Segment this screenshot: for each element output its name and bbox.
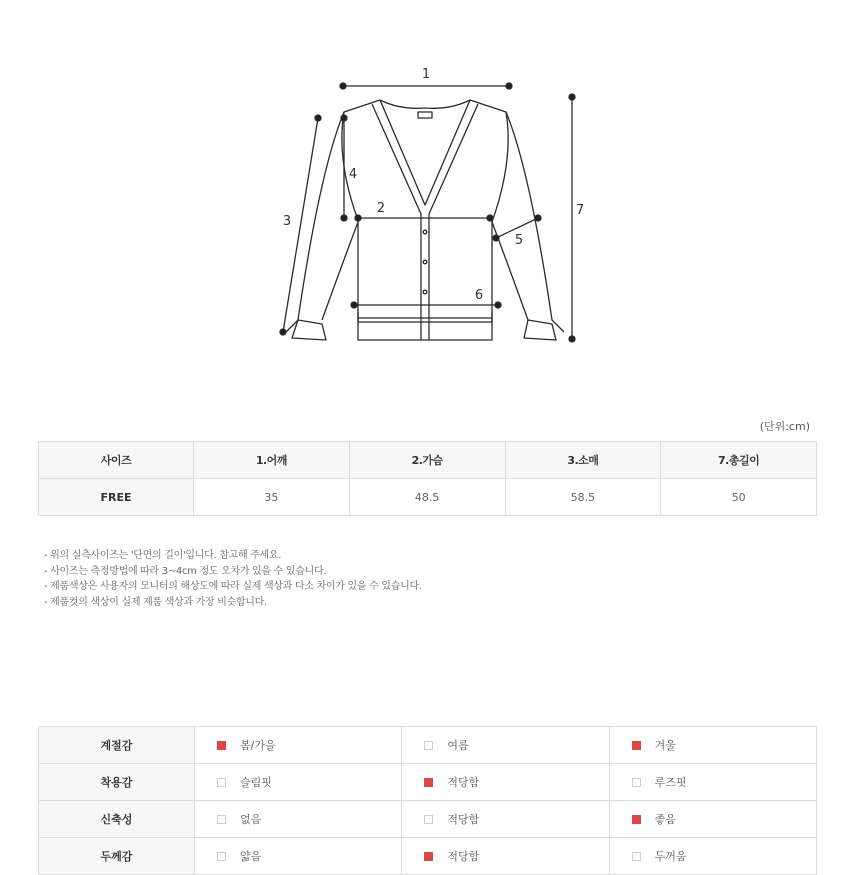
attribute-option-label: 좋음 xyxy=(654,813,676,826)
attribute-option-label: 없음 xyxy=(240,813,262,826)
cardigan-outline xyxy=(286,100,564,340)
attribute-option-cell xyxy=(402,764,609,801)
header-shoulder: 1.어깨 xyxy=(194,442,350,479)
label-4: 4 xyxy=(348,167,358,182)
measure-dot xyxy=(341,115,347,121)
attribute-option xyxy=(402,848,608,864)
attribute-option-label: 적당함 xyxy=(447,813,480,826)
measure-dot xyxy=(493,235,499,241)
attribute-label: 착용감 xyxy=(39,764,195,801)
header-total-length: 7.총길이 xyxy=(661,442,817,479)
measure-dot xyxy=(495,302,501,308)
label-1: 1 xyxy=(421,67,431,82)
measurement-lines xyxy=(280,83,575,342)
header-size: 사이즈 xyxy=(39,442,194,479)
attribute-row xyxy=(39,764,817,801)
size-notes xyxy=(44,548,422,610)
value-chest: 48.5 xyxy=(349,479,505,516)
attribute-label: 신축성 xyxy=(39,801,195,838)
value-total-length: 50 xyxy=(661,479,817,516)
checked-box-icon xyxy=(632,741,641,750)
size-free: FREE xyxy=(39,479,194,516)
unchecked-box-icon xyxy=(632,852,641,861)
attribute-option-label: 적당함 xyxy=(447,776,480,789)
attribute-option xyxy=(610,811,816,827)
measure-dot xyxy=(351,302,357,308)
checked-box-icon xyxy=(424,852,433,861)
header-sleeve: 3.소매 xyxy=(505,442,661,479)
label-5: 5 xyxy=(514,233,524,248)
attribute-option xyxy=(610,774,816,790)
product-attributes-table xyxy=(38,726,817,875)
unchecked-box-icon xyxy=(424,815,433,824)
note-item: - 제품컷의 색상이 실제 제품 색상과 가장 비슷합니다. xyxy=(44,596,267,608)
measure-dot xyxy=(341,215,347,221)
unit-note: (단위:cm) xyxy=(759,420,810,433)
measure-dot xyxy=(315,115,321,121)
attribute-option xyxy=(610,737,816,753)
measure-dot xyxy=(535,215,541,221)
unchecked-box-icon xyxy=(217,778,226,787)
cardigan-measurement-diagram xyxy=(0,0,856,400)
measure-dot xyxy=(487,215,493,221)
label-6: 6 xyxy=(474,288,484,303)
attribute-option-label: 적당함 xyxy=(447,850,480,863)
size-table-header-row xyxy=(39,442,817,479)
measure-dot xyxy=(340,83,346,89)
attribute-option-label: 겨울 xyxy=(654,739,676,752)
unchecked-box-icon xyxy=(632,778,641,787)
attribute-option-cell xyxy=(195,801,402,838)
measure-dot xyxy=(355,215,361,221)
attribute-option-cell xyxy=(609,764,816,801)
unchecked-box-icon xyxy=(217,815,226,824)
attribute-option-cell xyxy=(402,801,609,838)
note-item: - 사이즈는 측정방법에 따라 3~4cm 정도 오차가 있을 수 있습니다. xyxy=(44,565,327,577)
attribute-option-label: 여름 xyxy=(447,739,469,752)
unchecked-box-icon xyxy=(424,741,433,750)
attribute-option xyxy=(195,737,401,753)
header-chest: 2.가슴 xyxy=(349,442,505,479)
attribute-row xyxy=(39,801,817,838)
label-2: 2 xyxy=(376,201,386,216)
value-sleeve: 58.5 xyxy=(505,479,661,516)
attribute-option xyxy=(195,774,401,790)
attribute-option-cell xyxy=(609,801,816,838)
measure-dot xyxy=(569,94,575,100)
attribute-option xyxy=(402,811,608,827)
attribute-option-cell xyxy=(402,727,609,764)
attribute-option xyxy=(402,737,608,753)
attribute-option xyxy=(610,848,816,864)
note-item: - 제품색상은 사용자의 모니터의 해상도에 따라 실제 색상과 다소 차이가 있을 수 있습니다. xyxy=(44,581,422,592)
attribute-option-cell xyxy=(609,838,816,875)
label-3: 3 xyxy=(282,214,292,229)
attribute-label: 두께감 xyxy=(39,838,195,875)
attribute-option-cell xyxy=(402,838,609,875)
attribute-option xyxy=(195,848,401,864)
note-item: - 위의 실측사이즈는 '단면의 길이'입니다. 참고해 주세요. xyxy=(44,550,282,561)
attribute-option-cell xyxy=(609,727,816,764)
table-row xyxy=(39,479,817,516)
attribute-option-cell xyxy=(195,727,402,764)
measure-dot xyxy=(506,83,512,89)
measure-dot xyxy=(569,336,575,342)
attribute-label: 계절감 xyxy=(39,727,195,764)
attribute-option-label: 봄/가을 xyxy=(240,739,276,752)
checked-box-icon xyxy=(632,815,641,824)
attribute-row xyxy=(39,838,817,875)
value-shoulder: 35 xyxy=(194,479,350,516)
attribute-option-cell xyxy=(195,764,402,801)
attribute-row xyxy=(39,727,817,764)
label-7: 7 xyxy=(575,203,585,218)
unchecked-box-icon xyxy=(217,852,226,861)
attribute-option-label: 슬림핏 xyxy=(240,776,272,789)
attribute-option-label: 얇음 xyxy=(240,850,262,863)
checked-box-icon xyxy=(217,741,226,750)
attribute-option-cell xyxy=(195,838,402,875)
attribute-option xyxy=(195,811,401,827)
attribute-option xyxy=(402,774,608,790)
attribute-option-label: 두꺼움 xyxy=(654,850,687,863)
measure-dot xyxy=(280,329,286,335)
attribute-option-label: 루즈핏 xyxy=(654,776,687,789)
size-table xyxy=(38,441,817,516)
checked-box-icon xyxy=(424,778,433,787)
